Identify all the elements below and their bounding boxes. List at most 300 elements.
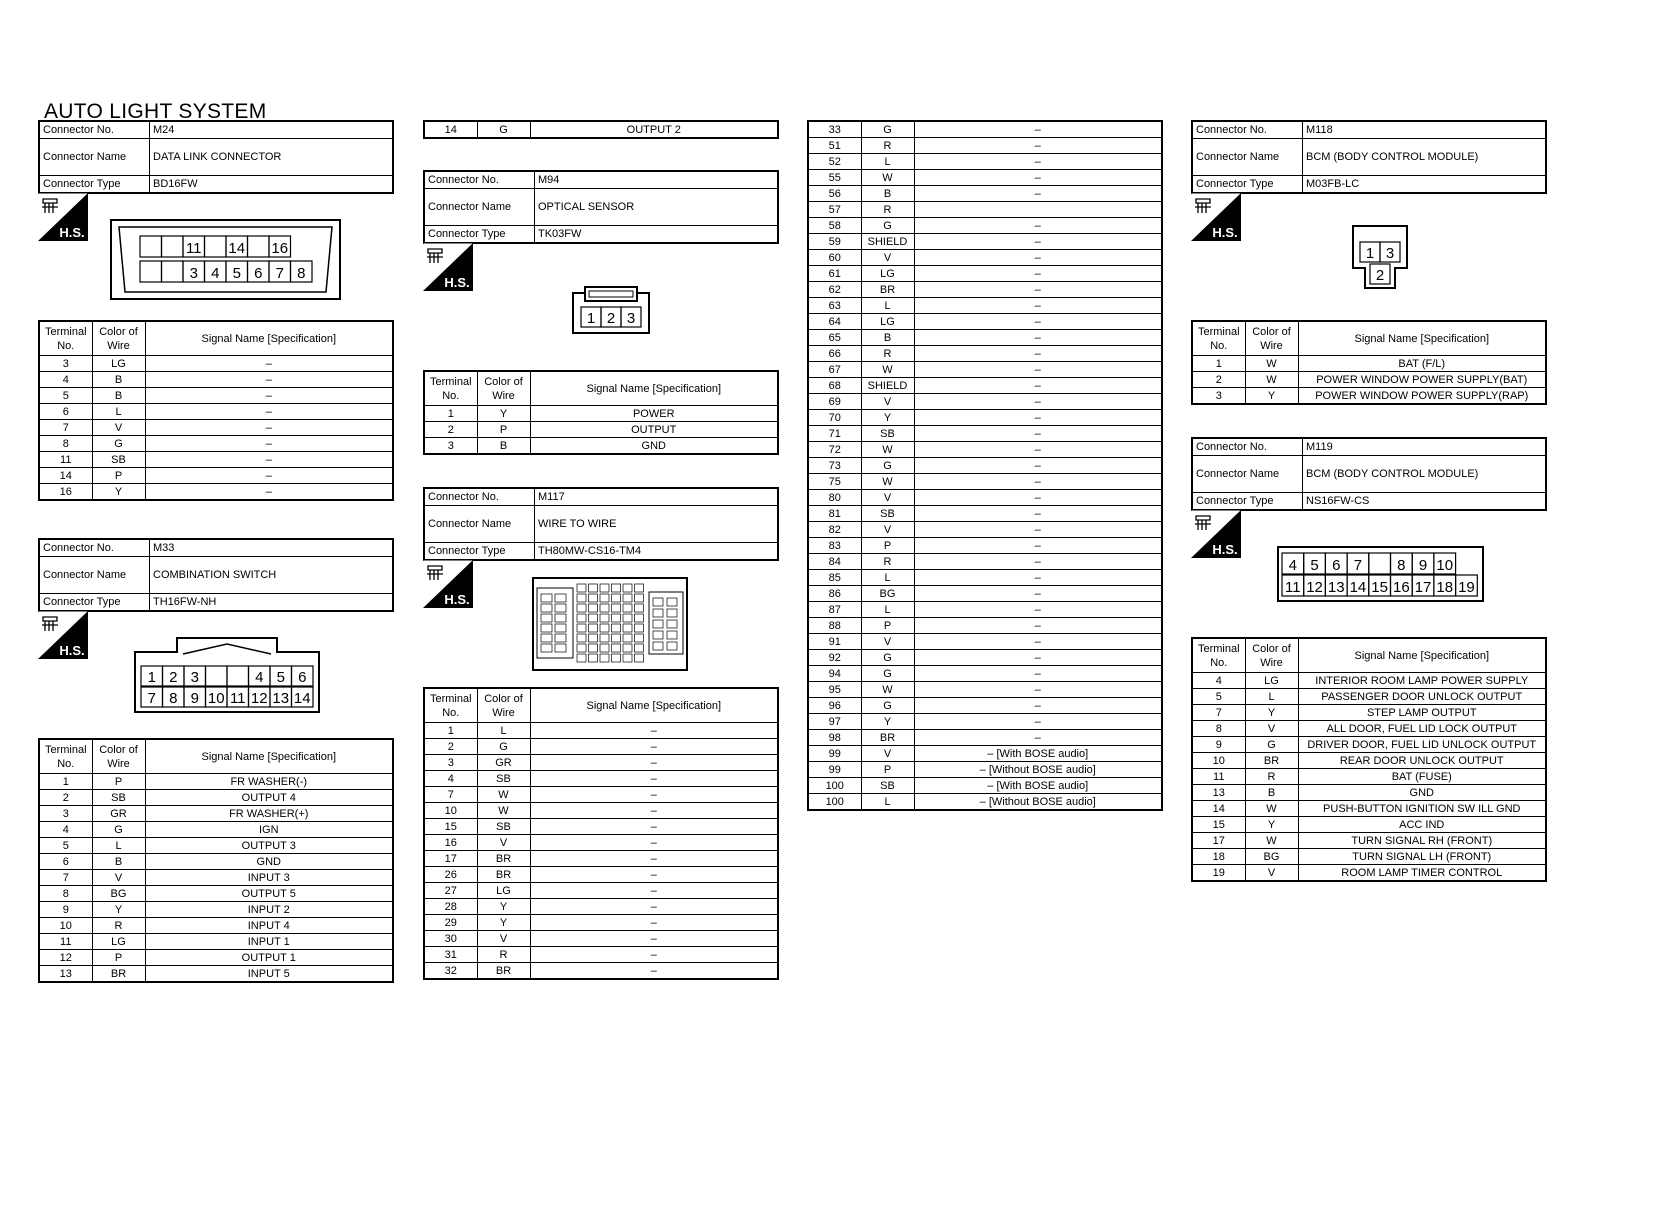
signal-name: – (530, 867, 778, 883)
wire-color: B (861, 186, 914, 202)
signal-name: TURN SIGNAL RH (FRONT) (1298, 833, 1546, 849)
terminal-table-m117: Terminal No. Color of Wire Signal Name [Specification] 1 L – 2 G – 3 GR – 4 SB – 7 W – 10 W – 15 SB – 16 V – 17 BR – 26 BR – 27 LG – 28 Y – 29 Y – 30 V – 31 R – 32 BR – (423, 687, 779, 980)
terminal-no: 51 (808, 138, 861, 154)
terminal-no: 5 (1192, 689, 1245, 705)
connector-info-m118: Connector No. M118 Connector Name BCM (BODY CONTROL MODULE) Connector Type M03FB-LC (1191, 120, 1547, 194)
wire-color: R (861, 346, 914, 362)
connector-pin (635, 624, 644, 632)
signal-name: – (914, 682, 1162, 698)
table-row (424, 406, 778, 422)
terminal-no: 70 (808, 410, 861, 426)
signal-name: – (145, 372, 393, 388)
wire-color: V (861, 634, 914, 650)
table-row (808, 618, 1162, 634)
signal-name: – [Without BOSE audio] (914, 794, 1162, 811)
signal-name: GND (1298, 785, 1546, 801)
terminal-no: 9 (1192, 737, 1245, 753)
connector-pin (248, 236, 270, 257)
terminal-no: 100 (808, 794, 861, 811)
terminal-no: 1 (424, 406, 477, 422)
signal-name: – (914, 282, 1162, 298)
pin-number: 11 (229, 690, 246, 707)
table-row (808, 538, 1162, 554)
pin-number: 11 (1285, 579, 1301, 596)
connector-pin (577, 654, 586, 662)
connector-info-m117: Connector No. M117 Connector Name WIRE TO WIRE Connector Type TH80MW-CS16-TM4 (423, 487, 779, 561)
wire-color: LG (477, 883, 530, 899)
wire-color: P (477, 422, 530, 438)
table-row (1192, 753, 1546, 769)
connector-name-value: DATA LINK CONNECTOR (150, 139, 394, 176)
table-row (39, 790, 393, 806)
table-row (424, 947, 778, 963)
table-row (424, 739, 778, 755)
wire-color: BR (861, 730, 914, 746)
signal-name: – (914, 234, 1162, 250)
connector-pin (600, 604, 609, 612)
pin-number: 15 (1371, 579, 1388, 596)
connector-pin (667, 620, 677, 628)
pin-number: 8 (297, 265, 306, 282)
pin-number: 2 (1375, 267, 1385, 284)
connector-no-value: M118 (1303, 121, 1547, 139)
table-row (1192, 372, 1546, 388)
wire-color: G (861, 218, 914, 234)
table-row (808, 522, 1162, 538)
signal-name: – (145, 436, 393, 452)
signal-name: INPUT 2 (145, 902, 393, 918)
connector-type-value: TK03FW (535, 226, 779, 244)
terminal-no: 4 (39, 372, 92, 388)
terminal-no: 18 (1192, 849, 1245, 865)
signal-name: – (530, 883, 778, 899)
wire-color: LG (861, 266, 914, 282)
wire-color: L (861, 154, 914, 170)
terminal-no: 87 (808, 602, 861, 618)
signal-name: OUTPUT (530, 422, 778, 438)
terminal-no: 73 (808, 458, 861, 474)
terminal-no: 60 (808, 250, 861, 266)
connector-no-value: M119 (1303, 438, 1547, 456)
terminal-no: 100 (808, 778, 861, 794)
table-row (39, 870, 393, 886)
signal-name: ACC IND (1298, 817, 1546, 833)
terminal-no: 7 (424, 787, 477, 803)
hs-label: H.S. (1212, 225, 1238, 240)
wire-color: V (1245, 721, 1298, 737)
connector-pin (623, 654, 632, 662)
table-row (808, 506, 1162, 522)
terminal-no: 52 (808, 154, 861, 170)
terminal-no: 8 (1192, 721, 1245, 737)
connector-pin (667, 598, 677, 606)
terminal-no: 10 (1192, 753, 1245, 769)
signal-name: – (914, 121, 1162, 138)
table-row (808, 170, 1162, 186)
connector-info-m119: Connector No. M119 Connector Name BCM (BODY CONTROL MODULE) Connector Type NS16FW-CS (1191, 437, 1547, 511)
signal-name: – (914, 362, 1162, 378)
connector-pin (635, 634, 644, 642)
hs-label: H.S. (59, 225, 85, 240)
terminal-no: 9 (39, 902, 92, 918)
table-row (424, 883, 778, 899)
connector-pin (577, 614, 586, 622)
wire-color: V (92, 420, 145, 436)
terminal-no: 4 (1192, 673, 1245, 689)
wire-color: BR (477, 851, 530, 867)
terminal-no: 17 (1192, 833, 1245, 849)
connector-type-value: TH80MW-CS16-TM4 (535, 543, 779, 561)
connector-pin (541, 614, 552, 622)
connector-diagram-m118 (1351, 224, 1409, 295)
terminal-no: 1 (39, 774, 92, 790)
connector-pin (600, 654, 609, 662)
table-row (39, 886, 393, 902)
terminal-no: 14 (1192, 801, 1245, 817)
connector-pin (162, 236, 184, 257)
table-row (808, 362, 1162, 378)
table-row (424, 755, 778, 771)
signal-name: – (914, 426, 1162, 442)
pin-number: 1 (1365, 245, 1375, 262)
signal-name: – (914, 346, 1162, 362)
signal-name: – (530, 755, 778, 771)
terminal-table-m33-continued (423, 120, 779, 139)
signal-name: – (914, 218, 1162, 234)
connector-pin (140, 236, 162, 257)
table-row (808, 266, 1162, 282)
wire-color: B (92, 854, 145, 870)
signal-name: – (530, 803, 778, 819)
wire-color: G (861, 698, 914, 714)
table-row (808, 121, 1162, 138)
connector-pin (555, 604, 566, 612)
signal-name: OUTPUT 2 (530, 121, 778, 138)
wire-color: R (92, 918, 145, 934)
signal-name: – (145, 356, 393, 372)
connector-pin (555, 614, 566, 622)
table-row (1192, 865, 1546, 882)
table-row (808, 746, 1162, 762)
table-row (424, 867, 778, 883)
table-row (808, 410, 1162, 426)
signal-name: – (914, 314, 1162, 330)
pin-number: 8 (1397, 557, 1406, 574)
harness-side-icon (423, 243, 473, 296)
connector-pin (589, 624, 598, 632)
terminal-no: 15 (1192, 817, 1245, 833)
wire-color: V (477, 931, 530, 947)
terminal-no: 92 (808, 650, 861, 666)
wire-color: Y (1245, 817, 1298, 833)
wire-color: L (477, 723, 530, 739)
table-row (808, 154, 1162, 170)
table-row (39, 918, 393, 934)
table-row (808, 138, 1162, 154)
pin-number: 7 (1353, 557, 1363, 574)
signal-name: – (914, 490, 1162, 506)
connector-diagram-m94 (571, 285, 651, 340)
connector-pin (623, 604, 632, 612)
signal-name: – (145, 468, 393, 484)
signal-name: – (914, 410, 1162, 426)
connector-pin (555, 644, 566, 652)
terminal-no: 5 (39, 838, 92, 854)
wire-color: SB (477, 819, 530, 835)
connector-pin (541, 644, 552, 652)
wire-color: L (861, 794, 914, 811)
table-row (1192, 356, 1546, 372)
table-row (39, 468, 393, 484)
table-row (39, 372, 393, 388)
pin-number: 16 (271, 240, 289, 257)
wire-color: L (861, 298, 914, 314)
table-row (39, 838, 393, 854)
wire-color: Y (92, 484, 145, 501)
table-row (1192, 817, 1546, 833)
terminal-no: 4 (39, 822, 92, 838)
pin-number: 9 (1418, 557, 1428, 574)
signal-name: – (530, 931, 778, 947)
terminal-no: 10 (39, 918, 92, 934)
table-row (808, 602, 1162, 618)
terminal-no: 3 (39, 356, 92, 372)
connector-pin (600, 624, 609, 632)
table-row (39, 420, 393, 436)
terminal-no: 98 (808, 730, 861, 746)
signal-name: GND (145, 854, 393, 870)
table-row (424, 422, 778, 438)
signal-name: PUSH-BUTTON IGNITION SW ILL GND (1298, 801, 1546, 817)
connector-pin (635, 614, 644, 622)
table-row (808, 250, 1162, 266)
connector-pin (612, 634, 621, 642)
signal-name: ROOM LAMP TIMER CONTROL (1298, 865, 1546, 882)
connector-pin (205, 236, 227, 257)
connector-type-value: TH16FW-NH (150, 594, 394, 612)
table-row (39, 966, 393, 983)
connector-diagram-m24 (110, 219, 342, 306)
connector-pin (541, 634, 552, 642)
connector-pin (653, 609, 663, 617)
connector-diagram-m119 (1277, 546, 1485, 607)
connector-pin (589, 604, 598, 612)
signal-name: – (530, 915, 778, 931)
wire-color: B (861, 330, 914, 346)
table-row (424, 121, 778, 138)
signal-name: – (914, 298, 1162, 314)
signal-name: – (530, 739, 778, 755)
wire-color: SB (861, 778, 914, 794)
wire-color: W (477, 803, 530, 819)
table-row (1192, 673, 1546, 689)
wire-color: V (861, 746, 914, 762)
pin-number: 1 (147, 669, 156, 686)
connector-pin (589, 654, 598, 662)
table-row (39, 356, 393, 372)
hs-label: H.S. (444, 275, 470, 290)
pin-number: 14 (228, 240, 246, 257)
pin-number: 3 (190, 669, 199, 686)
connector-pin (635, 584, 644, 592)
connector-info-m94: Connector No. M94 Connector Name OPTICAL SENSOR Connector Type TK03FW (423, 170, 779, 244)
signal-name: – (530, 723, 778, 739)
table-row (424, 963, 778, 980)
table-row (808, 346, 1162, 362)
signal-name: – (145, 404, 393, 420)
table-row (424, 723, 778, 739)
table-row (808, 202, 1162, 218)
connector-info-m33: Connector No. M33 Connector Name COMBINATION SWITCH Connector Type TH16FW-NH (38, 538, 394, 612)
connector-pin (635, 604, 644, 612)
wire-color: P (92, 774, 145, 790)
terminal-no: 72 (808, 442, 861, 458)
table-row (808, 650, 1162, 666)
wire-color: L (861, 602, 914, 618)
connector-pin (600, 584, 609, 592)
signal-name: DRIVER DOOR, FUEL LID UNLOCK OUTPUT (1298, 737, 1546, 753)
table-row (39, 452, 393, 468)
terminal-no: 3 (424, 755, 477, 771)
pin-number: 16 (1393, 579, 1410, 596)
wire-color: W (1245, 833, 1298, 849)
terminal-no: 11 (39, 452, 92, 468)
table-row (808, 234, 1162, 250)
pin-number: 3 (1385, 245, 1395, 262)
connector-pin (653, 642, 663, 650)
terminal-no: 3 (1192, 388, 1245, 405)
pin-number: 11 (185, 240, 202, 257)
signal-name: – (530, 835, 778, 851)
table-row (424, 899, 778, 915)
pin-number: 1 (586, 310, 596, 327)
wire-color: BR (92, 966, 145, 983)
terminal-no: 4 (424, 771, 477, 787)
connector-no-value: M117 (535, 488, 779, 506)
table-row (424, 851, 778, 867)
signal-name: STEP LAMP OUTPUT (1298, 705, 1546, 721)
terminal-no: 3 (39, 806, 92, 822)
table-row (808, 570, 1162, 586)
connector-pin (589, 584, 598, 592)
table-row (808, 282, 1162, 298)
terminal-no: 99 (808, 746, 861, 762)
terminal-no: 75 (808, 474, 861, 490)
connector-name-value: OPTICAL SENSOR (535, 189, 779, 226)
table-row (808, 330, 1162, 346)
wire-color: P (861, 762, 914, 778)
signal-name: – (145, 452, 393, 468)
connector-pin (623, 594, 632, 602)
table-row (39, 934, 393, 950)
wire-color: R (861, 554, 914, 570)
terminal-no: 8 (39, 436, 92, 452)
signal-name: POWER WINDOW POWER SUPPLY(RAP) (1298, 388, 1546, 405)
connector-pin (612, 624, 621, 632)
signal-name: – (914, 570, 1162, 586)
connector-pin (555, 624, 566, 632)
signal-name: – (914, 186, 1162, 202)
terminal-no: 6 (39, 854, 92, 870)
wire-color: BR (477, 963, 530, 980)
harness-side-icon (38, 193, 88, 246)
wire-color: Y (1245, 388, 1298, 405)
signal-name: BAT (F/L) (1298, 356, 1546, 372)
table-row (808, 762, 1162, 778)
wire-color: Y (477, 915, 530, 931)
terminal-no: 62 (808, 282, 861, 298)
terminal-no: 69 (808, 394, 861, 410)
connector-pin (623, 584, 632, 592)
table-row (424, 803, 778, 819)
connector-pin (612, 584, 621, 592)
wire-color: P (92, 468, 145, 484)
page-title: AUTO LIGHT SYSTEM (44, 100, 267, 123)
signal-name: OUTPUT 1 (145, 950, 393, 966)
connector-pin (577, 604, 586, 612)
wire-color: G (1245, 737, 1298, 753)
wire-color: R (861, 138, 914, 154)
wire-color: G (861, 650, 914, 666)
wire-color: LG (92, 356, 145, 372)
connector-pin (140, 261, 162, 282)
wire-color: SB (92, 452, 145, 468)
wire-color: GR (477, 755, 530, 771)
signal-name: – (914, 266, 1162, 282)
pin-number: 7 (147, 690, 156, 707)
signal-name: – (530, 851, 778, 867)
terminal-no: 6 (39, 404, 92, 420)
terminal-no: 80 (808, 490, 861, 506)
signal-name: – (914, 170, 1162, 186)
pin-number: 13 (272, 690, 290, 707)
signal-name: OUTPUT 4 (145, 790, 393, 806)
pin-number: 4 (255, 669, 264, 686)
signal-name: – (914, 138, 1162, 154)
connector-pin (667, 631, 677, 639)
signal-name: – (914, 554, 1162, 570)
wire-color: V (477, 835, 530, 851)
terminal-no: 86 (808, 586, 861, 602)
wire-color: Y (92, 902, 145, 918)
pin-number: 6 (254, 265, 263, 282)
wire-color: Y (861, 714, 914, 730)
wire-color: BG (861, 586, 914, 602)
terminal-no: 32 (424, 963, 477, 980)
connector-pin (653, 620, 663, 628)
signal-name: – [With BOSE audio] (914, 746, 1162, 762)
connector-pin (577, 584, 586, 592)
table-row (1192, 721, 1546, 737)
table-row (808, 730, 1162, 746)
table-row (424, 931, 778, 947)
signal-name: ALL DOOR, FUEL LID LOCK OUTPUT (1298, 721, 1546, 737)
signal-name: INPUT 4 (145, 918, 393, 934)
table-row (808, 442, 1162, 458)
table-row (424, 819, 778, 835)
connector-pin (612, 614, 621, 622)
wire-color: B (92, 388, 145, 404)
table-row (39, 404, 393, 420)
connector-no-value: M33 (150, 539, 394, 557)
terminal-no: 1 (424, 723, 477, 739)
table-row (808, 378, 1162, 394)
harness-side-icon (1191, 193, 1241, 246)
signal-name: REAR DOOR UNLOCK OUTPUT (1298, 753, 1546, 769)
connector-pin (541, 604, 552, 612)
signal-name: – (145, 388, 393, 404)
connector-pin (555, 594, 566, 602)
